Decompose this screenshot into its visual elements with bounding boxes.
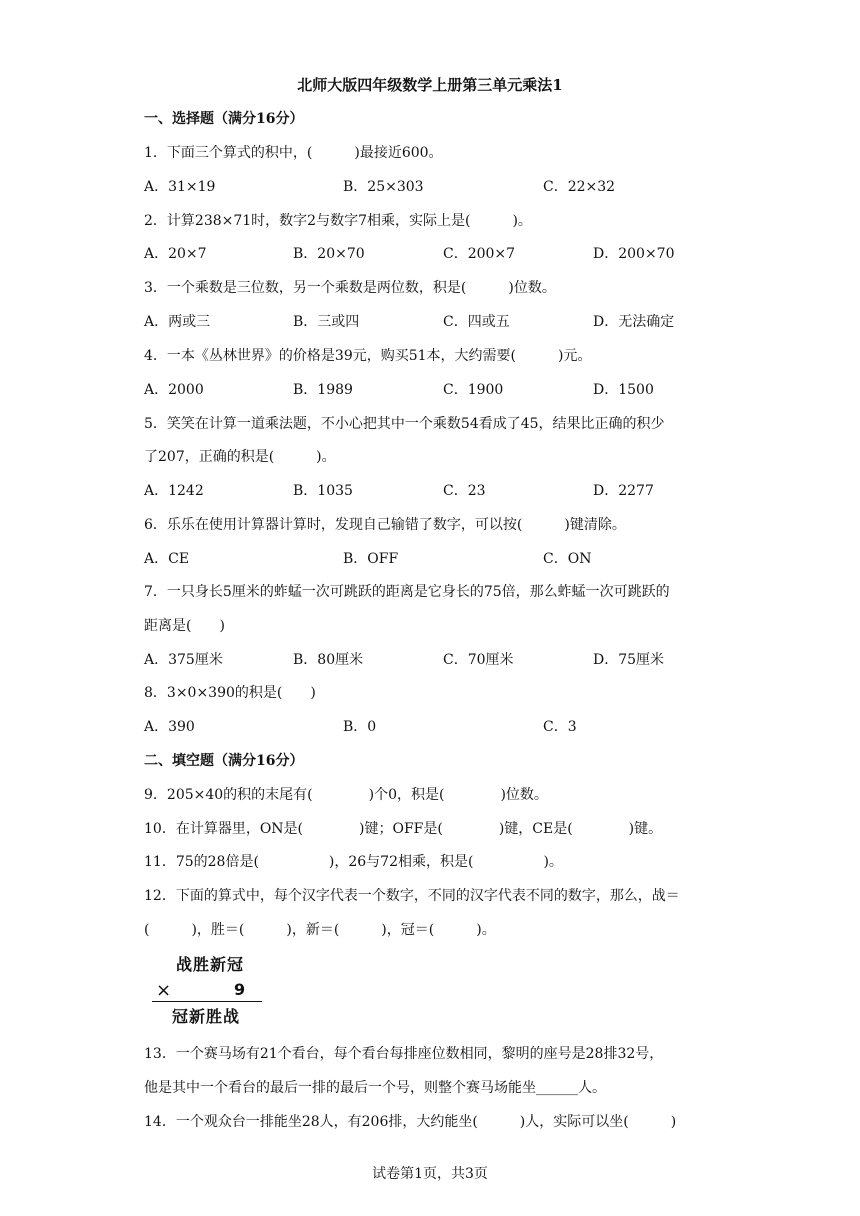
puzzle-multiplicand: 战胜新冠 xyxy=(176,955,245,974)
q1-option-c: C．22×32 xyxy=(543,179,616,195)
q5-option-a: A．1242 xyxy=(144,483,204,499)
q4-option-b: B．1989 xyxy=(293,382,353,398)
q3-option-a: A．两或三 xyxy=(144,314,211,330)
puzzle-product: 冠新胜战 xyxy=(172,1007,241,1026)
q6-option-a: A．CE xyxy=(144,551,190,567)
question-9: 9．205×40的积的末尾有( )个0，积是( )位数。 xyxy=(144,787,548,803)
q4-option-c: C．1900 xyxy=(443,382,504,398)
q7-option-b: B．80厘米 xyxy=(293,652,364,668)
question-14: 14．一个观众台一排能坐28人，有206排，大约能坐( )人，实际可以坐( ) xyxy=(144,1114,677,1130)
page-footer: 试卷第1页，共3页 xyxy=(372,1166,488,1182)
q5-option-c: C．23 xyxy=(443,483,486,499)
q6-option-c: C．ON xyxy=(543,551,592,567)
question-5-line-2: 了207，正确的积是( )。 xyxy=(144,449,336,465)
question-13-line-1: 13．一个赛马场有21个看台，每个看台每排座位数相同，黎明的座号是28排32号， xyxy=(144,1046,664,1062)
section-heading-fill: 二、填空题（满分16分） xyxy=(144,753,304,769)
q7-option-c: C．70厘米 xyxy=(443,652,514,668)
q4-option-d: D．1500 xyxy=(593,382,654,398)
q8-option-c: C．3 xyxy=(543,719,577,735)
q5-option-d: D．2277 xyxy=(593,483,654,499)
question-6: 6．乐乐在使用计算器计算时，发现自己输错了数字，可以按( )键清除。 xyxy=(144,517,626,533)
question-4: 4．一本《丛林世界》的价格是39元，购买51本，大约需要( )元。 xyxy=(144,348,592,364)
q1-option-a: A．31×19 xyxy=(144,179,216,195)
q2-option-b: B．20×70 xyxy=(293,246,365,262)
q3-option-d: D．无法确定 xyxy=(593,314,675,330)
question-1: 1．下面三个算式的积中，( )最接近600。 xyxy=(144,145,443,161)
section-heading-choice: 一、选择题（满分16分） xyxy=(144,111,304,127)
question-12-line-2: ( )，胜＝( )，新＝( )，冠＝( )。 xyxy=(144,922,496,938)
question-7-line-1: 7．一只身长5厘米的蚱蜢一次可跳跃的距离是它身长的75倍，那么蚱蜢一次可跳跃的 xyxy=(144,584,670,600)
q8-option-a: A．390 xyxy=(144,719,195,735)
puzzle-times-sign: × xyxy=(156,980,172,1001)
q7-option-d: D．75厘米 xyxy=(593,652,665,668)
question-3: 3．一个乘数是三位数，另一个乘数是两位数，积是( )位数。 xyxy=(144,280,556,296)
puzzle-multiplier: 9 xyxy=(234,980,246,999)
q2-option-a: A．20×7 xyxy=(144,246,207,262)
question-12-line-1: 12．下面的算式中，每个汉字代表一个数字，不同的汉字代表不同的数字，那么，战＝ xyxy=(144,888,680,904)
q5-option-b: B．1035 xyxy=(293,483,353,499)
question-8: 8．3×0×390的积是( ) xyxy=(144,685,316,701)
q2-option-d: D．200×70 xyxy=(593,246,675,262)
question-13-line-2: 他是其中一个看台的最后一排的最后一个号，则整个赛马场能坐______人。 xyxy=(144,1080,606,1096)
multiplication-puzzle-figure xyxy=(152,952,262,1030)
question-11: 11．75的28倍是( )，26与72相乘，积是( )。 xyxy=(144,854,563,870)
puzzle-rule-line xyxy=(152,1001,262,1002)
q6-option-b: B．OFF xyxy=(343,551,399,567)
q2-option-c: C．200×7 xyxy=(443,246,516,262)
question-10: 10．在计算器里，ON是( )键；OFF是( )键，CE是( )键。 xyxy=(144,821,663,837)
q1-option-b: B．25×303 xyxy=(343,179,424,195)
question-7-line-2: 距离是( ) xyxy=(144,618,225,634)
q3-option-b: B．三或四 xyxy=(293,314,360,330)
q7-option-a: A．375厘米 xyxy=(144,652,223,668)
q4-option-a: A．2000 xyxy=(144,382,204,398)
page-title: 北师大版四年级数学上册第三单元乘法1 xyxy=(297,76,563,94)
question-5-line-1: 5．笑笑在计算一道乘法题，不小心把其中一个乘数54看成了45，结果比正确的积少 xyxy=(144,416,665,432)
q3-option-c: C．四或五 xyxy=(443,314,510,330)
q8-option-b: B．0 xyxy=(343,719,377,735)
question-2: 2．计算238×71时，数字2与数字7相乘，实际上是( )。 xyxy=(144,213,532,229)
